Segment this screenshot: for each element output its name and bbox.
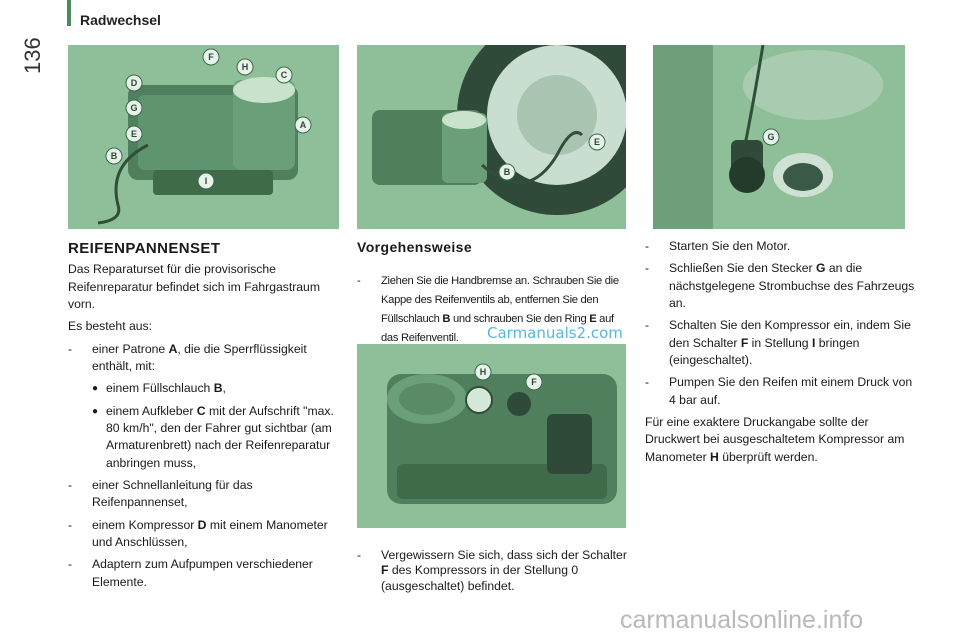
step-item: - Schließen Sie den Stecker G an die nächstgelegene Strombuchse des Fahrzeugs an. [645,261,915,310]
bullet-icon: ● [92,405,99,417]
intro-paragraph: Das Reparaturset für die provisorische Reifenreparatur befindet sich im Fahrgastraum vorn. [68,262,320,311]
list-item: - einer Patrone A, die die Sperrflüssigkeit enthält, mit: [68,341,307,373]
column-2-bottom-text [357,548,629,599]
step-item: - Ziehen Sie die Handbremse an. Schrauben Sie die Kappe des Reifenventils ab, entfernen Sie den Füllschlauch B und schrauben Sie den Ring E auf das Reifenventil. [357,274,619,344]
section-title: Radwechsel [80,12,161,28]
svg-text:D: D [130,78,138,88]
label-circle-e [126,126,142,142]
list-item: - einer Schnellanleitung für das Reifenpannenset, [68,477,253,510]
label-circle-b [499,164,515,180]
pressure-note: Für eine exaktere Druckangabe sollte der Druckwert bei ausgeschaltetem Kompressor am Manometer H überprüft werden. [645,414,905,464]
bullet-item: ● einem Aufkleber C mit der Aufschrift "max. 80 km/h", den der Fahrer gut sichtbar (am Armaturenbrett) nach der Reifenreparatur anbringen muss, [92,403,342,472]
column-1-text [68,238,342,596]
heading-reifenpannenset: REIFENPANNENSET [68,240,221,257]
svg-text:I: I [204,176,208,186]
svg-text:F: F [208,52,214,62]
wheel-connection-image [357,45,626,229]
list-item: - Adaptern zum Aufpumpen verschiedener Elemente. [68,557,313,589]
column-3-text [645,238,917,471]
step-item: - Pumpen Sie den Reifen mit einem Druck von 4 bar auf. [645,375,913,407]
label-circle-h [475,364,491,380]
svg-text:A: A [299,120,307,130]
page-number: 136 [20,37,45,74]
svg-text:G: G [767,132,775,142]
step-item: - Schalten Sie den Kompressor ein, indem Sie den Schalter F in Stellung I bringen (eingeschaltet). [645,318,911,367]
heading-vorgehensweise: Vorgehensweise [357,239,473,255]
label-circle-i [198,173,214,189]
svg-text:B: B [503,167,511,177]
svg-text:H: H [241,62,249,72]
svg-text:C: C [280,70,288,80]
list-item: - einem Kompressor D mit einem Manometer und Anschlüssen, [68,517,328,549]
watermark-carmanualsonline[interactable]: carmanualsonline.info [620,606,864,634]
step-item: - Starten Sie den Motor. [645,239,791,253]
label-circle-h [237,59,253,75]
svg-text:B: B [110,151,118,161]
label-circle-f [203,49,219,65]
label-circle-f [526,374,542,390]
consists-of-text: Es besteht aus: [68,319,153,334]
bullet-icon: ● [92,383,99,395]
svg-text:E: E [593,137,601,147]
label-circle-e [589,134,605,150]
label-circle-g [763,129,779,145]
label-circle-a [295,117,311,133]
label-circle-d [126,75,142,91]
power-socket-image [653,45,905,229]
svg-text:F: F [531,377,537,387]
step-item: - Vergewissern Sie sich, dass sich der Schalter F des Kompressors in der Stellung 0 (ausgeschaltet) befindet. [357,548,627,593]
svg-text:E: E [130,129,138,139]
label-circle-c [276,67,292,83]
svg-text:G: G [130,103,138,113]
bullet-item: ● einem Füllschlauch B, [92,380,342,397]
watermark-carmanuals2: Carmanuals2.com [487,324,623,342]
kit-overview-image [68,45,339,229]
svg-text:H: H [479,367,487,377]
compressor-closeup-image [357,344,626,528]
label-circle-b [106,148,122,164]
section-marker-bar [67,0,71,26]
label-circle-g [126,100,142,116]
